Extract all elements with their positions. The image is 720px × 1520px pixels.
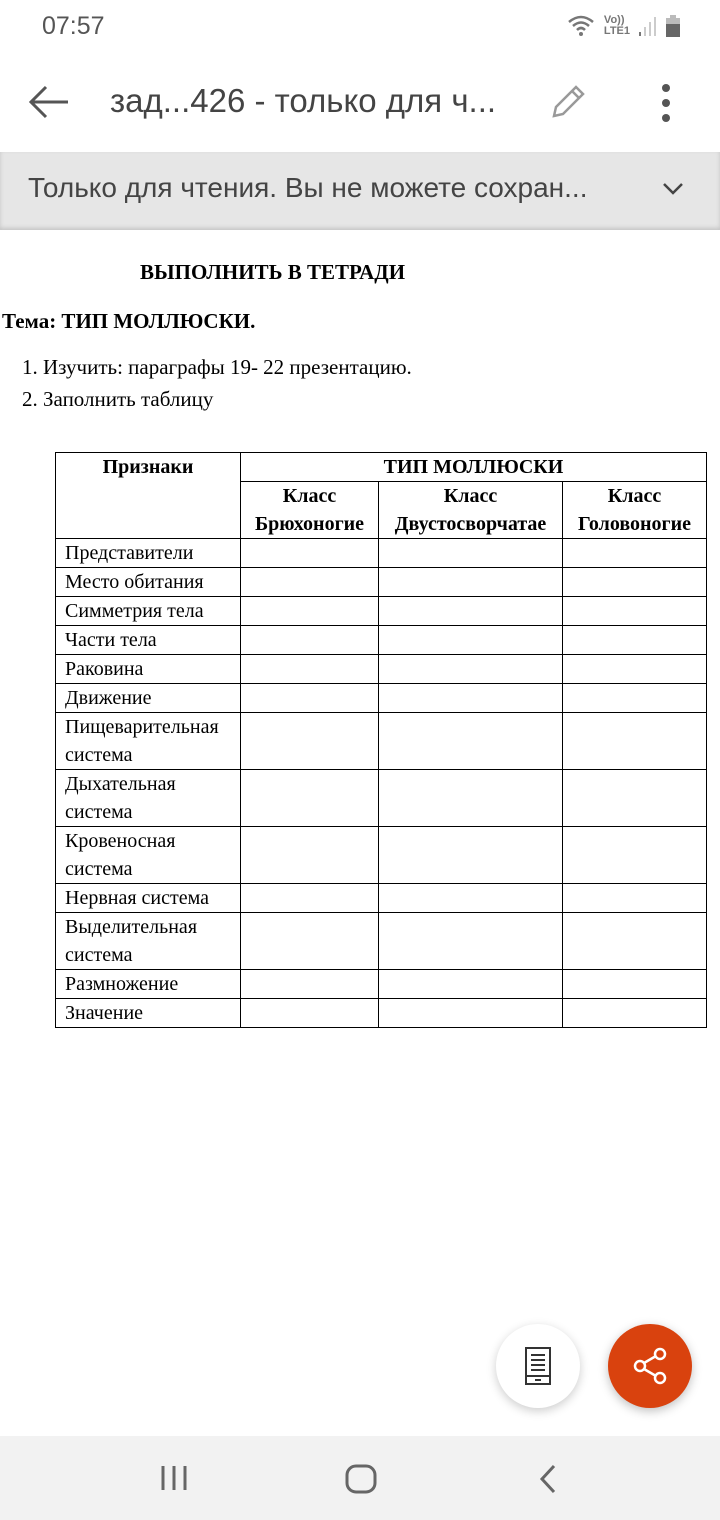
row-label-line: Движение [65, 687, 152, 709]
row-label-line: Дыхательная [65, 773, 176, 795]
empty-cell [563, 827, 707, 884]
row-label [56, 713, 241, 770]
back-button[interactable] [538, 1464, 558, 1499]
share-icon [630, 1346, 670, 1386]
empty-cell [379, 827, 563, 884]
read-only-banner[interactable] [0, 152, 720, 230]
row-label [56, 913, 241, 970]
empty-cell [563, 884, 707, 913]
empty-cell [379, 655, 563, 684]
empty-cell [563, 713, 707, 770]
table-row [56, 597, 707, 626]
header-cell: ТИП МОЛЛЮСКИ [241, 453, 707, 482]
status-bar [0, 0, 720, 56]
table-row [56, 827, 707, 884]
row-label [56, 827, 241, 884]
header-line: Головоногие [577, 513, 692, 535]
table-row [56, 713, 707, 770]
doc-topic: Тема: ТИП МОЛЛЮСКИ. [2, 309, 256, 333]
clock: 07:57 [42, 12, 105, 40]
table-row [56, 970, 707, 999]
empty-cell [241, 913, 379, 970]
empty-cell [563, 970, 707, 999]
list-item: 2. Заполнить таблицу [22, 387, 214, 411]
empty-cell [241, 597, 379, 626]
empty-cell [379, 597, 563, 626]
class-header-cell [241, 482, 379, 539]
empty-cell [241, 568, 379, 597]
empty-cell [241, 655, 379, 684]
edit-pencil-icon[interactable] [548, 82, 588, 122]
table-row [56, 684, 707, 713]
empty-cell [241, 827, 379, 884]
row-label-line: система [65, 944, 133, 966]
row-label-line: система [65, 744, 133, 766]
share-button[interactable] [608, 1324, 692, 1408]
table-row [56, 884, 707, 913]
empty-cell [241, 884, 379, 913]
table-row [56, 655, 707, 684]
row-label [56, 626, 241, 655]
empty-cell [379, 626, 563, 655]
table-row [56, 770, 707, 827]
row-label-line: система [65, 858, 133, 880]
system-nav-bar [0, 1436, 720, 1520]
row-label [56, 770, 241, 827]
row-label-line: Раковина [65, 658, 144, 680]
empty-cell [563, 913, 707, 970]
empty-cell [241, 626, 379, 655]
row-label-line: Части тела [65, 629, 157, 651]
row-label-line: Кровеносная [65, 830, 176, 852]
row-label-line: Значение [65, 1002, 144, 1024]
table-row [56, 539, 707, 568]
empty-cell [563, 626, 707, 655]
table-row [56, 568, 707, 597]
row-label [56, 999, 241, 1028]
row-label-line: Выделительная [65, 916, 198, 938]
empty-cell [241, 770, 379, 827]
header-line: Класс [282, 485, 337, 507]
row-label-line: Место обитания [65, 571, 204, 593]
reading-view-button[interactable] [496, 1324, 580, 1408]
header-cell: Признаки [56, 453, 241, 539]
header-line: Двустосворчатае [394, 513, 547, 535]
empty-cell [379, 713, 563, 770]
row-label-line: Нервная система [65, 887, 210, 909]
molluscs-table [55, 452, 707, 1028]
empty-cell [379, 884, 563, 913]
row-label [56, 597, 241, 626]
header-line: Класс [607, 485, 662, 507]
row-label-line: Симметрия тела [65, 600, 204, 622]
table-row [56, 626, 707, 655]
row-label [56, 970, 241, 999]
empty-cell [563, 770, 707, 827]
table-row [56, 913, 707, 970]
class-header-cell [379, 482, 563, 539]
empty-cell [563, 999, 707, 1028]
signal-icon [638, 15, 658, 37]
row-label [56, 568, 241, 597]
wifi-icon [566, 14, 596, 38]
empty-cell [379, 539, 563, 568]
empty-cell [379, 913, 563, 970]
empty-cell [563, 655, 707, 684]
header-line: Брюхоногие [254, 513, 365, 535]
row-label-line: Размножение [65, 973, 179, 995]
row-label-line: Представители [65, 542, 194, 564]
home-button[interactable] [345, 1464, 377, 1499]
chevron-down-icon[interactable] [662, 182, 684, 196]
header-line: Класс [443, 485, 498, 507]
class-header-cell [563, 482, 707, 539]
row-label [56, 655, 241, 684]
empty-cell [241, 713, 379, 770]
empty-cell [563, 568, 707, 597]
back-arrow-icon[interactable] [28, 84, 70, 120]
network-label: Vo)) LTE1 [603, 14, 630, 37]
doc-heading: ВЫПОЛНИТЬ В ТЕТРАДИ [140, 260, 406, 284]
row-label-line: Пищеварительная [65, 716, 219, 738]
empty-cell [563, 539, 707, 568]
row-label-line: система [65, 801, 133, 823]
more-options-icon[interactable] [656, 84, 676, 124]
app-bar [0, 56, 720, 152]
document-title: зад...426 - только для ч... [110, 82, 497, 119]
empty-cell [379, 999, 563, 1028]
empty-cell [563, 597, 707, 626]
row-label [56, 684, 241, 713]
empty-cell [563, 684, 707, 713]
empty-cell [379, 684, 563, 713]
mobile-view-icon [524, 1346, 552, 1386]
empty-cell [241, 999, 379, 1028]
empty-cell [241, 970, 379, 999]
table-row [56, 999, 707, 1028]
empty-cell [379, 770, 563, 827]
banner-text: Только для чтения. Вы не можете сохран... [28, 172, 588, 203]
recent-apps-button[interactable] [160, 1464, 190, 1497]
empty-cell [241, 539, 379, 568]
list-item: 1. Изучить: параграфы 19- 22 презентацию. [22, 355, 412, 379]
empty-cell [379, 970, 563, 999]
battery-icon [666, 15, 680, 37]
row-label [56, 539, 241, 568]
row-label [56, 884, 241, 913]
empty-cell [241, 684, 379, 713]
empty-cell [379, 568, 563, 597]
